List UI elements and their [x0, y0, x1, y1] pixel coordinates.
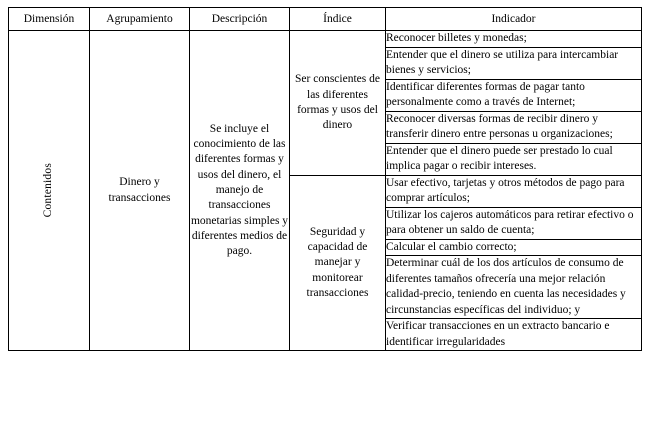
- indice-cell-2: Seguridad y capacidad de manejar y monitorear transacciones: [290, 175, 386, 351]
- table-header-row: [9, 8, 642, 31]
- indicador-cell: Calcular el cambio correcto;: [386, 239, 642, 256]
- indicador-cell: Reconocer billetes y monedas;: [386, 31, 642, 48]
- indicador-cell: Entender que el dinero se utiliza para intercambiar bienes y servicios;: [386, 47, 642, 79]
- column-header-agrupamiento: Agrupamiento: [90, 8, 190, 31]
- table-header: [9, 8, 642, 31]
- indicador-cell: Verificar transacciones en un extracto bancario e identificar irregularidades: [386, 319, 642, 351]
- indicador-cell: Entender que el dinero puede ser prestado lo cual implica pagar o recibir intereses.: [386, 143, 642, 175]
- column-header-dimension: Dimensión: [9, 8, 90, 31]
- indicador-cell: Usar efectivo, tarjetas y otros métodos de pago para comprar artículos;: [386, 175, 642, 207]
- descripcion-cell: Se incluye el conocimiento de las diferentes formas y usos del dinero, el manejo de transacciones monetarias simples y diferentes medios de pago.: [190, 31, 290, 351]
- indicador-cell: Identificar diferentes formas de pagar tanto personalmente como a través de Internet;: [386, 79, 642, 111]
- competency-matrix-table: [8, 7, 642, 351]
- dimension-label: Contenidos: [42, 163, 55, 218]
- column-header-descripcion: Descripción: [190, 8, 290, 31]
- table-row: [9, 31, 642, 48]
- indicador-cell: Reconocer diversas formas de recibir dinero y transferir dinero entre personas u organizaciones;: [386, 111, 642, 143]
- agrupamiento-cell: Dinero y transacciones: [90, 31, 190, 351]
- table-body: [9, 31, 642, 351]
- indice-cell-1: Ser conscientes de las diferentes formas y usos del dinero: [290, 31, 386, 176]
- indicador-cell: Utilizar los cajeros automáticos para retirar efectivo o para obtener un saldo de cuenta;: [386, 207, 642, 239]
- column-header-indice: Índice: [290, 8, 386, 31]
- dimension-cell: [9, 31, 90, 351]
- indicador-cell: Determinar cuál de los dos artículos de consumo de diferentes tamaños ofrecería una mejor relación calidad-precio, teniendo en cuenta las necesidades y circunstancias específicas del individuo; y: [386, 256, 642, 319]
- column-header-indicador: Indicador: [386, 8, 642, 31]
